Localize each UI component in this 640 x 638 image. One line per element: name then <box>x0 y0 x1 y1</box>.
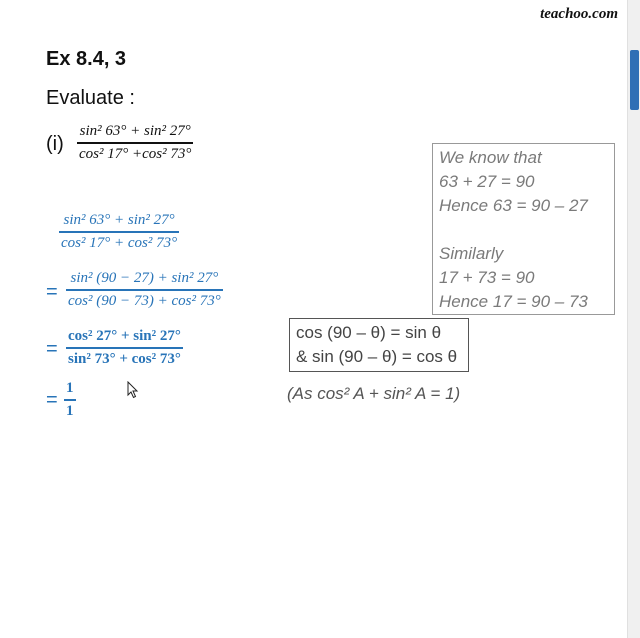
step-2-numerator: sin² (90 − 27) + sin² 27° <box>70 270 219 286</box>
note-line <box>439 218 614 242</box>
step-1-numerator: sin² 63° + sin² 27° <box>63 212 175 228</box>
fraction-bar <box>66 289 223 291</box>
step-3-equals: = <box>46 338 58 360</box>
note-line: 17 + 73 = 90 <box>439 268 535 287</box>
fraction-bar <box>66 347 183 349</box>
step-3-numerator: cos² 27° + sin² 27° <box>68 328 181 344</box>
fraction-bar <box>64 399 76 401</box>
identity-note <box>289 318 469 372</box>
step-2-denominator: cos² (90 − 73) + cos² 73° <box>68 292 221 309</box>
step-4-numerator: 1 <box>66 380 74 396</box>
step-1-fraction <box>59 212 179 252</box>
note-line: Hence 63 = 90 – 27 <box>439 196 588 215</box>
known-facts-note <box>432 143 615 315</box>
exercise-title: Ex 8.4, 3 <box>46 48 127 70</box>
step-2-fraction <box>66 270 223 310</box>
step-3-denominator: sin² 73° + cos² 73° <box>68 350 181 367</box>
step-3-fraction <box>66 328 183 368</box>
question-denominator: cos² 17° +cos² 73° <box>79 145 192 162</box>
scrollbar-thumb[interactable] <box>630 50 639 110</box>
step-4-equals: = <box>46 389 58 411</box>
identity-line: & sin (90 – θ) = cos θ <box>296 347 458 366</box>
fraction-bar <box>77 142 193 144</box>
question-numerator: sin² 63° + sin² 27° <box>79 123 191 139</box>
step-4-fraction <box>64 380 76 420</box>
fraction-bar <box>59 231 179 233</box>
mouse-cursor-icon <box>127 381 139 399</box>
pythagorean-note: (As cos² A + sin² A = 1) <box>287 384 461 403</box>
note-line: 63 + 27 = 90 <box>439 172 535 191</box>
identity-line: cos (90 – θ) = sin θ <box>296 323 442 342</box>
step-1-denominator: cos² 17° + cos² 73° <box>61 234 178 251</box>
step-2-equals: = <box>46 281 58 303</box>
note-line: Similarly <box>439 244 504 263</box>
note-line: Hence 17 = 90 – 73 <box>439 292 588 311</box>
note-line: We know that <box>439 148 542 167</box>
brand-logo: teachoo.com <box>540 6 618 22</box>
evaluate-label: Evaluate : <box>46 87 135 109</box>
part-label: (i) <box>46 133 64 155</box>
question-fraction <box>77 123 193 163</box>
step-4-denominator: 1 <box>66 402 74 419</box>
